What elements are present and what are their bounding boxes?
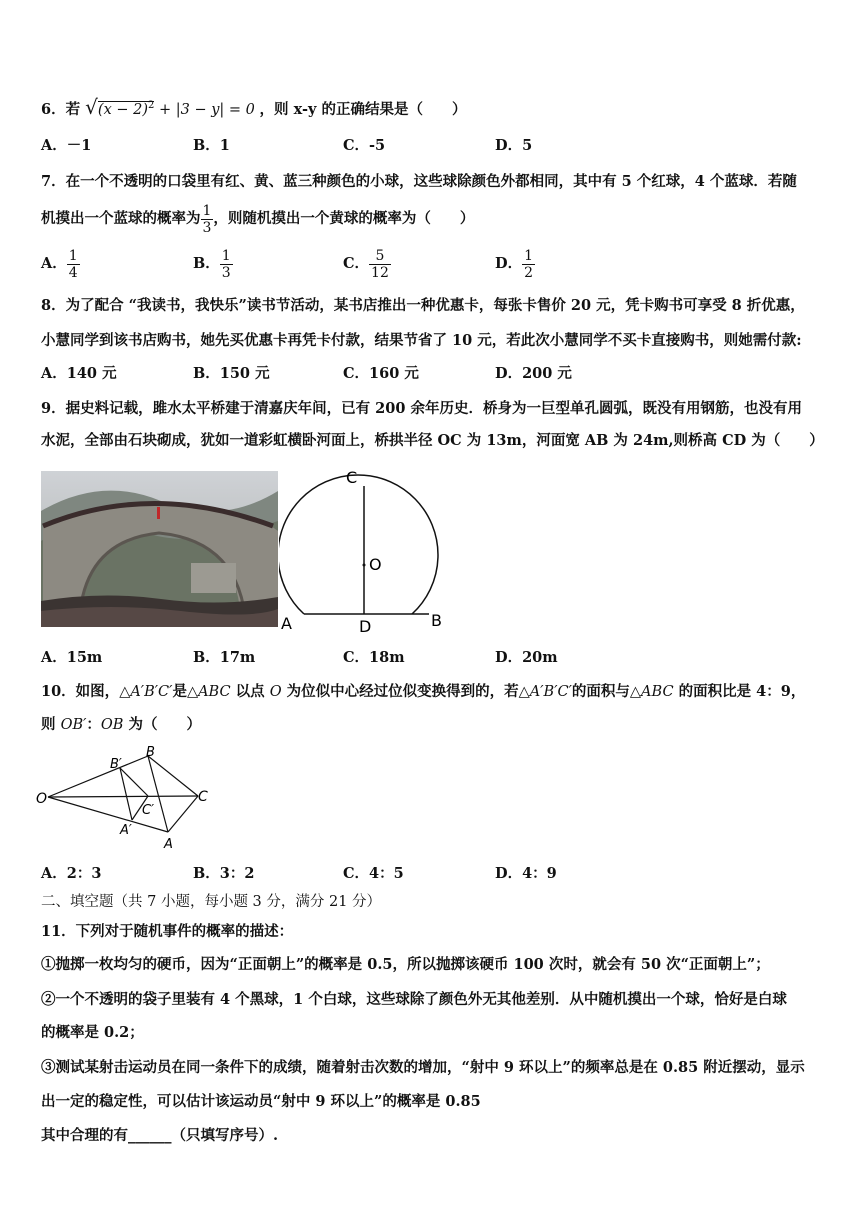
label-a: A bbox=[281, 614, 292, 633]
q6-suffix: ，则 x-y 的正确结果是（ ） bbox=[259, 100, 467, 118]
q7-option-a[interactable] bbox=[41, 244, 80, 284]
q6-option-b[interactable]: B．1 bbox=[193, 137, 230, 154]
q10-option-b[interactable]: B．3：2 bbox=[193, 865, 255, 882]
q6-formula-rest: + |3 − y| = 0 bbox=[158, 101, 255, 118]
q10-option-d[interactable]: D．4：9 bbox=[495, 865, 557, 882]
homothety-diagram bbox=[36, 744, 226, 854]
q11-intro: 11．下列对于随机事件的概率的描述： bbox=[41, 923, 294, 940]
frac-num: 1 bbox=[221, 247, 231, 264]
q9-option-c[interactable]: C．18m bbox=[343, 649, 405, 666]
q10-option-c[interactable]: C．4：5 bbox=[343, 865, 404, 882]
q6-option-a[interactable]: A．－1 bbox=[41, 137, 92, 154]
q11-item-2-line2: 的概率是 0.2； bbox=[41, 1024, 144, 1041]
frac-den: 3 bbox=[221, 264, 231, 281]
q10-text-g: 为位似中心经过位似变换得到的，若 bbox=[281, 683, 519, 700]
q11-item-3-line1: ③测试某射击运动员在同一条件下的成绩，随着射击次数的增加，“射中 9 环以上”的频率总是在 0.85 附近摆动，显示 bbox=[41, 1059, 805, 1076]
q7-option-c-frac bbox=[369, 248, 391, 281]
label-o: O bbox=[369, 555, 382, 574]
arch-circle-arc bbox=[279, 475, 438, 614]
label-b-prime: B′ bbox=[110, 757, 122, 772]
q9-line2: 水泥，全部由石块砌成，犹如一道彩虹横卧河面上，桥拱半径 OC 为 13m，河面宽 AB 为 24m,则桥高 CD 为（ ） bbox=[41, 432, 824, 449]
bridge-photo-illustration bbox=[41, 471, 278, 627]
q7-option-d-label: D． bbox=[495, 255, 523, 272]
q9-option-b[interactable]: B．17m bbox=[193, 649, 256, 666]
label-a-prime: A′ bbox=[120, 823, 132, 838]
q7-line1: 7．在一个不透明的口袋里有红、黄、蓝三种颜色的小球，这些球除颜色外都相同，其中有 5 个红球，4 个蓝球．若随 bbox=[41, 173, 797, 190]
label-o: O bbox=[36, 791, 48, 807]
q8-option-b[interactable]: B．150 元 bbox=[193, 365, 270, 382]
q9-option-d[interactable]: D．20m bbox=[495, 649, 558, 666]
label-c-prime: C′ bbox=[142, 803, 155, 818]
q6-number: 6． bbox=[41, 100, 66, 118]
q10-text-c: 是 bbox=[172, 683, 187, 700]
frac-den: 4 bbox=[68, 264, 78, 281]
frac-den: 12 bbox=[371, 264, 389, 281]
q8-option-a[interactable]: A．140 元 bbox=[41, 365, 117, 382]
q11-closing: 其中合理的有______（只填写序号）. bbox=[41, 1127, 279, 1144]
q6-option-d[interactable]: D．5 bbox=[495, 137, 533, 154]
q6-prefix: 若 bbox=[65, 100, 81, 118]
q6-formula bbox=[85, 94, 259, 119]
q10-l2-a: 则 bbox=[41, 716, 61, 733]
label-c: C bbox=[198, 789, 208, 805]
q10-ob-prime: OB′ bbox=[60, 717, 87, 733]
q6-exponent: 2 bbox=[148, 100, 155, 111]
label-b: B bbox=[146, 745, 155, 760]
q10-ob: OB bbox=[100, 717, 124, 733]
label-b: B bbox=[431, 611, 442, 630]
label-a: A bbox=[164, 837, 173, 852]
q7-frac-den: 3 bbox=[202, 219, 212, 236]
frac-num: 1 bbox=[524, 247, 533, 264]
q11-item-3-line2: 出一定的稳定性，可以估计该运动员“射中 9 环以上”的概率是 0.85 bbox=[41, 1093, 481, 1110]
q10-l2-c: ： bbox=[86, 716, 101, 733]
q7-line2-prefix: 机摸出一个蓝球的概率为 bbox=[41, 210, 201, 227]
q7-option-b-label: B． bbox=[193, 255, 220, 272]
q10-line1 bbox=[41, 682, 805, 702]
q10-triangle-abc-2: △ABC bbox=[629, 684, 674, 700]
q10-text-k: 的面积比是 4：9， bbox=[673, 683, 806, 700]
q10-triangle-abc: △ABC bbox=[186, 684, 231, 700]
q7-option-b-frac bbox=[220, 248, 233, 281]
q9-option-a[interactable]: A．15m bbox=[41, 649, 103, 666]
q10-text-e: 以点 bbox=[230, 683, 270, 700]
q10-center-o: O bbox=[269, 684, 282, 700]
bridge-photo bbox=[41, 471, 278, 627]
center-dot bbox=[363, 564, 366, 567]
q7-option-b[interactable] bbox=[193, 244, 233, 284]
q7-option-c[interactable] bbox=[343, 244, 391, 284]
q10-l2-e: 为（ ） bbox=[123, 716, 202, 733]
q7-frac-num: 1 bbox=[202, 202, 212, 219]
q10-text-i: 的面积与 bbox=[571, 683, 630, 700]
q6-radicand: (x − 2) bbox=[97, 101, 148, 118]
section-heading: 二、填空题（共 7 小题，每小题 3 分，满分 21 分） bbox=[41, 894, 382, 910]
q7-line2-suffix: ，则随机摸出一个黄球的概率为（ ） bbox=[213, 210, 475, 227]
q11-item-2-line1: ②一个不透明的袋子里装有 4 个黑球，1 个白球，这些球除了颜色外无其他差别．从中随机摸出一个球，恰好是白球 bbox=[41, 991, 787, 1008]
q7-option-c-label: C． bbox=[343, 255, 370, 272]
q7-option-a-label: A． bbox=[41, 255, 67, 272]
q9-line1: 9．据史料记载，雎水太平桥建于清嘉庆年间，已有 200 余年历史．桥身为一巨型单孔圆弧，既没有用钢筋，也没有用 bbox=[41, 400, 802, 417]
frac-num: 1 bbox=[68, 247, 78, 264]
q10-line2 bbox=[41, 715, 201, 735]
sqrt-sign-icon: √ bbox=[85, 94, 98, 119]
q10-text-a: 10．如图， bbox=[41, 683, 120, 700]
q7-option-a-frac bbox=[67, 248, 80, 281]
q6-stem bbox=[41, 96, 466, 120]
q10-triangle-image-2: △A′B′C′ bbox=[518, 684, 572, 700]
label-c: C bbox=[346, 468, 358, 487]
q8-line2: 小慧同学到该书店购书，她先买优惠卡再凭卡付款，结果节省了 10 元，若此次小慧同学不买卡直接购书，则她需付款: bbox=[41, 332, 802, 349]
q10-triangle-image: △A′B′C′ bbox=[119, 684, 173, 700]
q7-line2 bbox=[41, 200, 474, 238]
q7-option-d-frac bbox=[522, 248, 535, 281]
q8-option-c[interactable]: C．160 元 bbox=[343, 365, 419, 382]
q10-option-a[interactable]: A．2：3 bbox=[41, 865, 102, 882]
q7-option-d[interactable] bbox=[495, 244, 535, 284]
q8-option-d[interactable]: D．200 元 bbox=[495, 365, 572, 382]
arch-diagram bbox=[279, 466, 449, 636]
frac-num: 5 bbox=[369, 248, 391, 265]
label-d: D bbox=[359, 617, 372, 636]
q7-fraction bbox=[201, 203, 214, 236]
frac-den: 2 bbox=[524, 264, 533, 281]
q6-option-c[interactable]: C．-5 bbox=[343, 137, 386, 154]
q11-item-1: ①抛掷一枚均匀的硬币，因为“正面朝上”的概率是 0.5，所以抛掷该硬币 100 次时，就会有 50 次“正面朝上”； bbox=[41, 956, 770, 973]
q8-line1: 8．为了配合 “我读书，我快乐”读书节活动，某书店推出一种优惠卡，每张卡售价 20 元，凭卡购书可享受 8 折优惠， bbox=[41, 297, 805, 314]
